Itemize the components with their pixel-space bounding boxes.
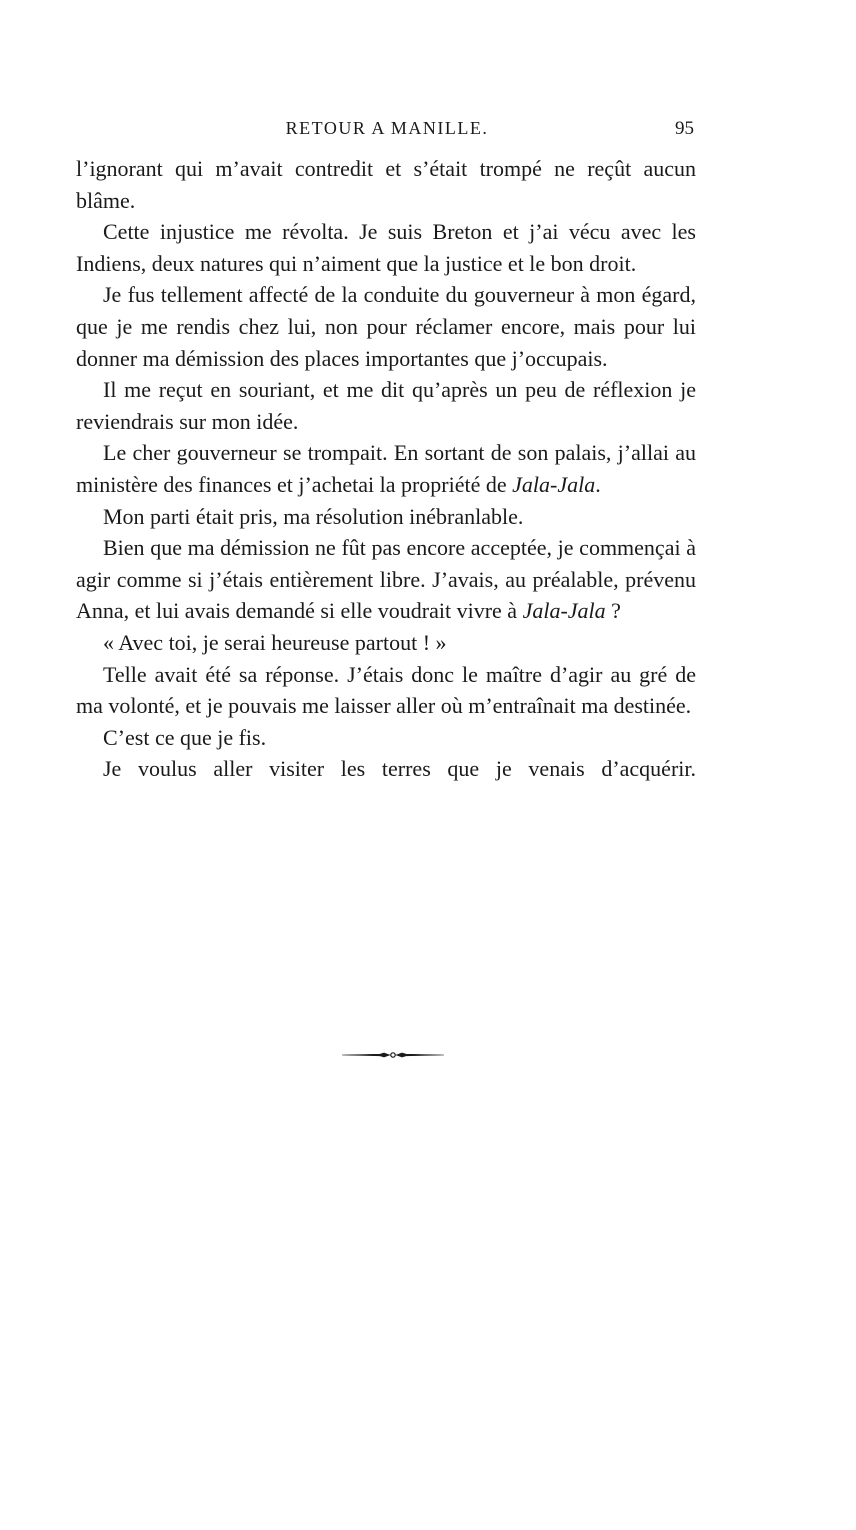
text-segment: Cette injustice me révolta. Je suis Breton et j’ai vécu avec les Indiens, deux natures qui n’aiment que la justice et le bon droit. xyxy=(76,219,696,276)
paragraph xyxy=(76,216,696,279)
text-segment: l’ignorant qui m’avait contredit et s’était trompé ne reçût aucun blâme. xyxy=(76,156,696,213)
paragraph xyxy=(76,437,696,500)
paragraph xyxy=(76,753,696,785)
paragraph xyxy=(76,153,696,216)
text-segment: Telle avait été sa réponse. J’étais donc le maître d’agir au gré de ma volonté, et je pouvais me laisser aller où m’entraînait ma destinée. xyxy=(76,661,696,719)
text-segment: Le cher gouverneur se trompait. En sortant de son palais, j’allai au ministère des finances et j’achetai la propriété de xyxy=(76,440,696,497)
paragraph xyxy=(76,659,696,722)
text-segment: . xyxy=(595,471,601,497)
page-number: 95 xyxy=(675,118,694,139)
running-title: RETOUR A MANILLE. xyxy=(285,118,489,138)
italic-text: Jala-Jala xyxy=(512,471,596,497)
tailpiece-ornament-icon xyxy=(340,1048,446,1062)
text-segment: Je fus tellement affecté de la conduite du gouverneur à mon égard, que je me rendis chez lui, non pour réclamer encore, mais pour lui donner ma démission des places importantes que j’occupais. xyxy=(76,282,696,371)
paragraph xyxy=(76,627,696,659)
text-segment: Il me reçut en souriant, et me dit qu’après un peu de réflexion je reviendrais sur mon idée. xyxy=(76,377,696,434)
paragraph xyxy=(76,374,696,437)
text-segment: ? xyxy=(605,598,621,624)
text-segment: Mon parti était pris, ma résolution inébranlable. xyxy=(103,503,524,529)
italic-text: Jala-Jala xyxy=(522,598,606,624)
text-segment: « Avec toi, je serai heureuse partout ! » xyxy=(103,629,447,655)
running-head xyxy=(76,118,698,148)
paragraph xyxy=(76,532,696,627)
paragraph xyxy=(76,722,696,754)
text-segment: C’est ce que je fis. xyxy=(103,724,267,750)
text-segment: Je voulus aller visiter les terres que je venais d’acquérir. xyxy=(103,756,696,782)
paragraph xyxy=(76,501,696,533)
body-text xyxy=(76,153,696,785)
paragraph xyxy=(76,279,696,374)
text-segment: Bien que ma démission ne fût pas encore acceptée, je commençai à agir comme si j’étais entièrement libre. J’avais, au préalable, prévenu Anna, et lui avais demandé si elle voudrait vivre à xyxy=(76,535,696,624)
